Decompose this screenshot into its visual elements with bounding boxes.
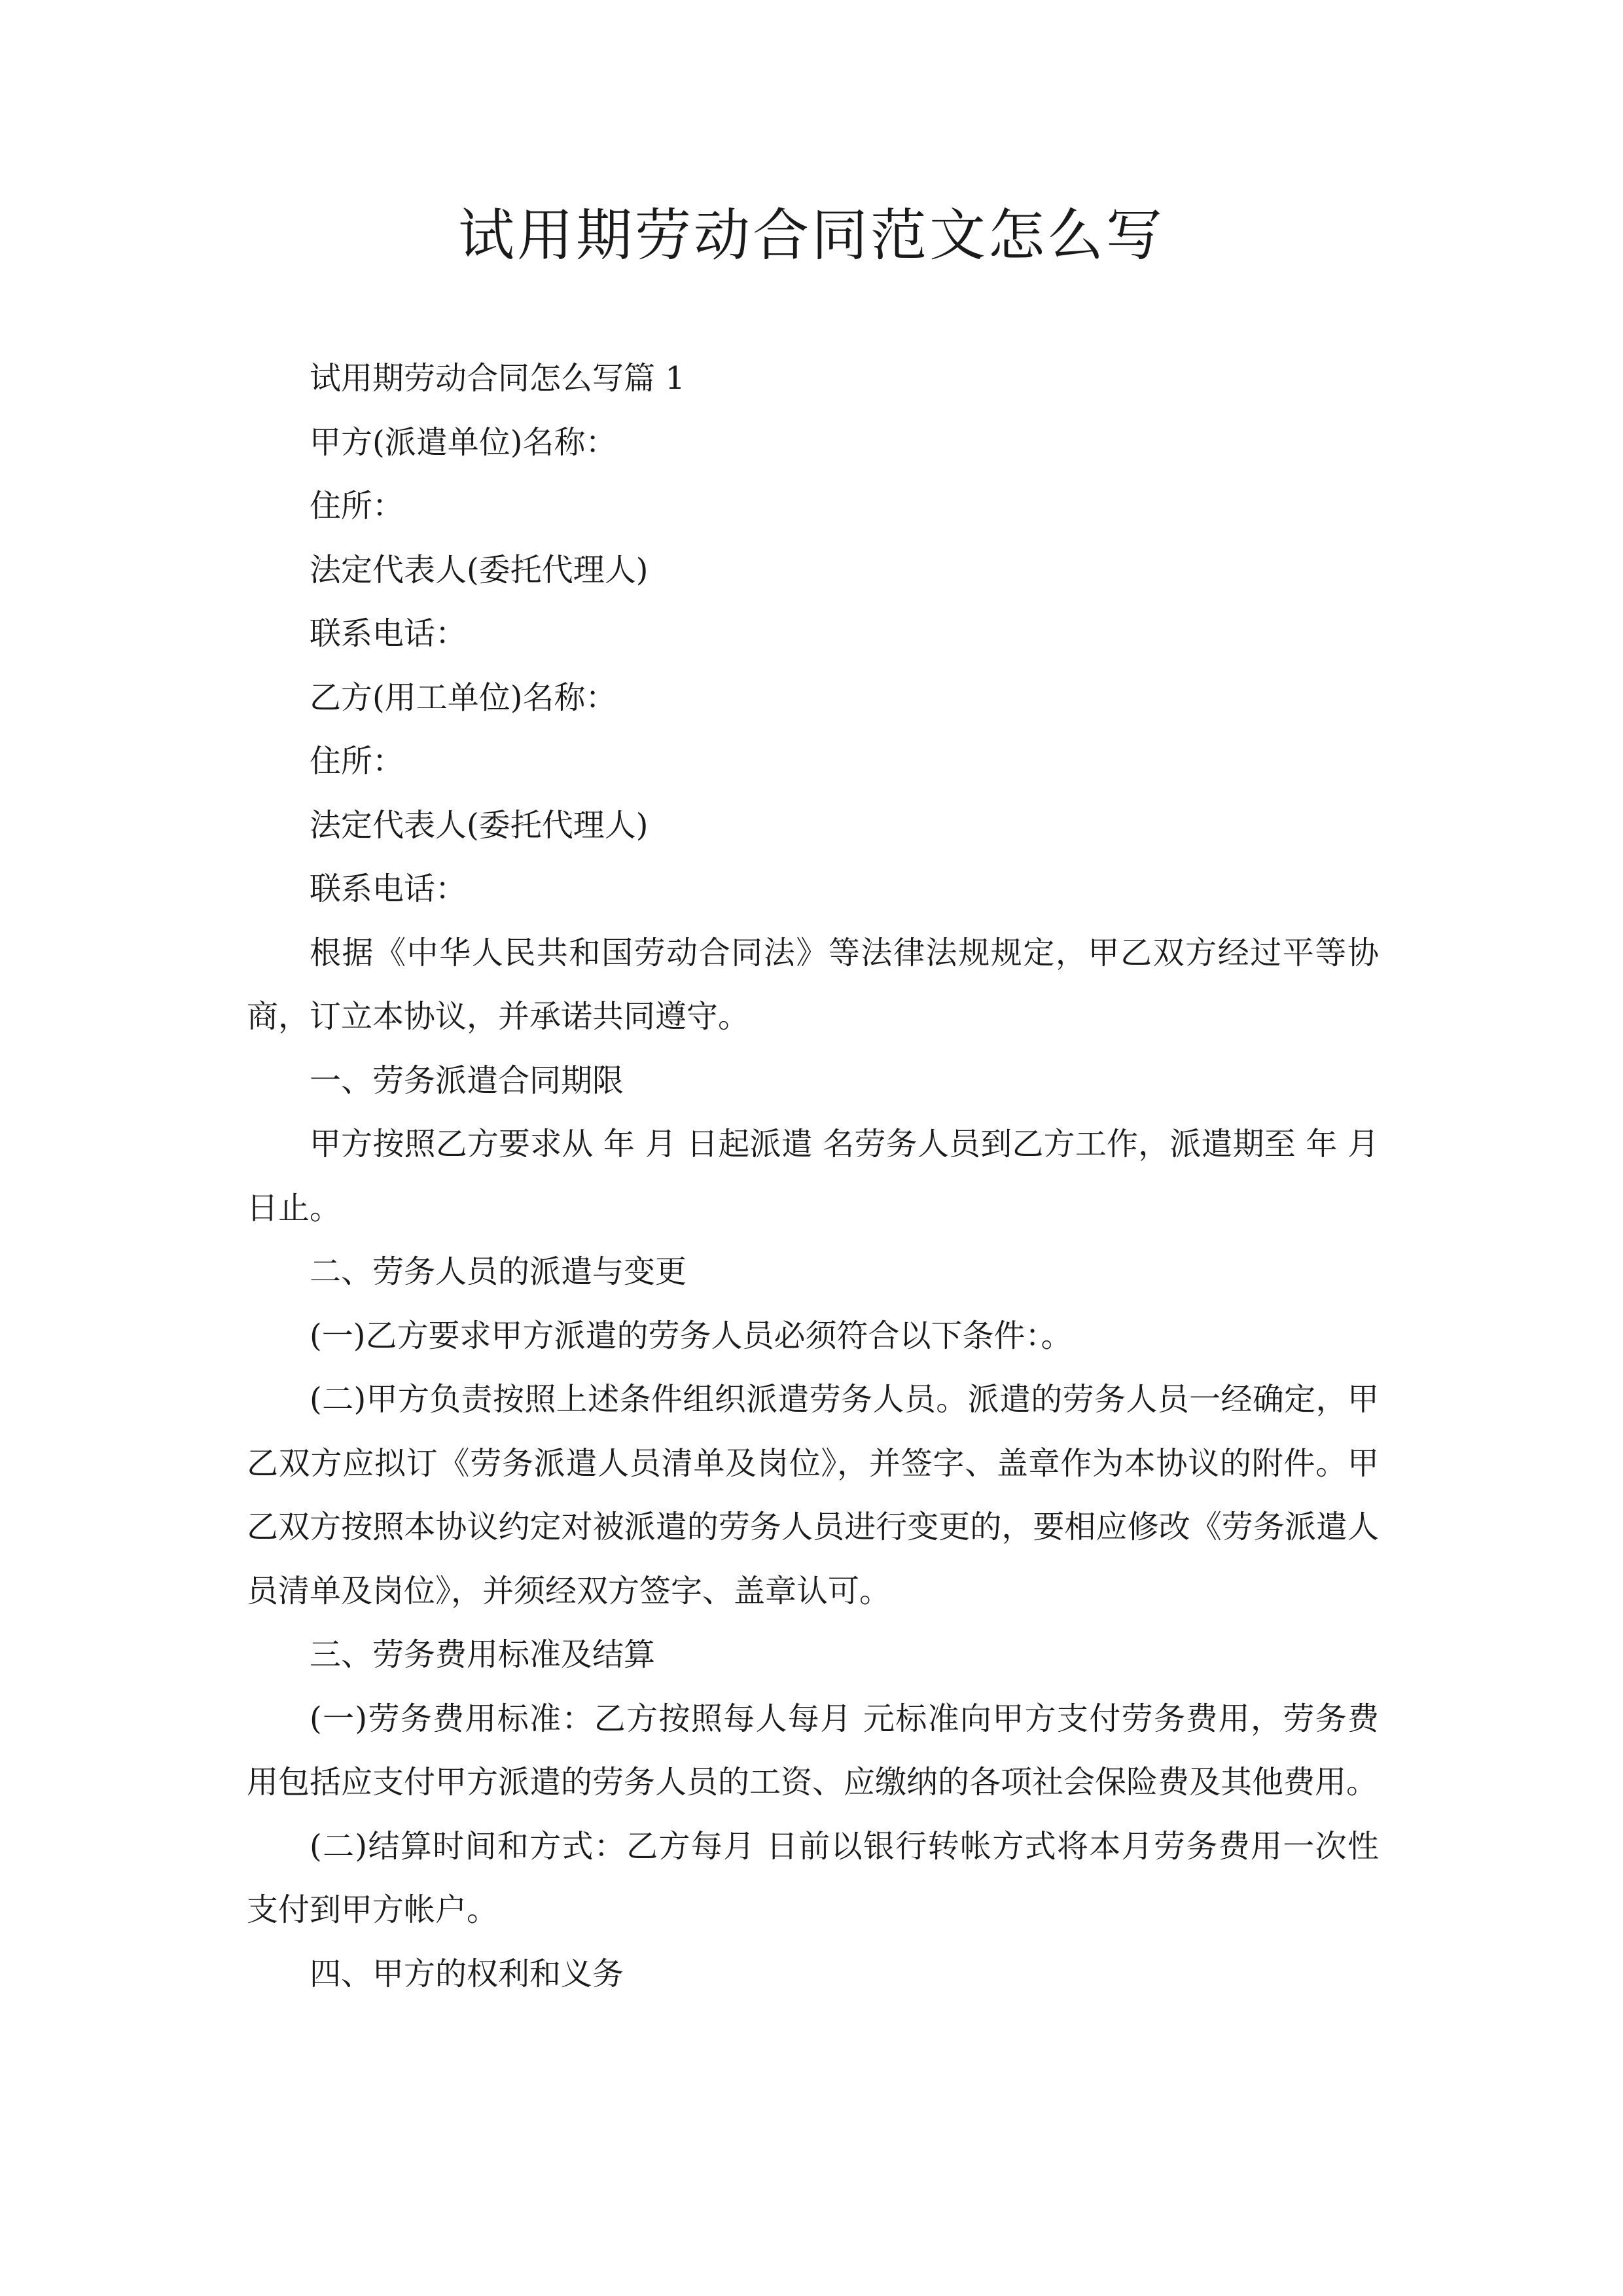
party-b-phone-line: 联系电话： <box>310 870 467 907</box>
party-b-representative-line: 法定代表人(委托代理人) <box>310 806 649 844</box>
party-a-address-line: 住所： <box>310 488 404 524</box>
document-title: 试用期劳动合同范文怎么写 <box>458 203 1165 268</box>
preamble-paragraph: 根据《中华人民共和国劳动合同法》等法律法规规定，甲乙双方经过平等协商，订立本协议，并承诺共同遵守。 <box>247 934 1379 1035</box>
party-b-address-line: 住所： <box>310 743 404 780</box>
clause-1-paragraph: 甲方按照乙方要求从 年 月 日起派遣 名劳务人员到乙方工作，派遣期至 年 月 日止。 <box>247 1126 1379 1227</box>
party-a-representative-line: 法定代表人(委托代理人) <box>310 551 649 588</box>
clause-2-item-1: (一)乙方要求甲方派遣的劳务人员必须符合以下条件：。 <box>310 1317 1073 1354</box>
clause-4-heading: 四、甲方的权利和义务 <box>310 1955 624 1992</box>
clause-3-item-2: (二)结算时间和方式：乙方每月 日前以银行转帐方式将本月劳务费用一次性支付到甲方帐户。 <box>247 1827 1379 1928</box>
party-a-name-line: 甲方(派遣单位)名称： <box>310 423 617 461</box>
clause-1-heading: 一、劳务派遣合同期限 <box>310 1062 624 1099</box>
clause-2-heading: 二、劳务人员的派遣与变更 <box>310 1253 687 1290</box>
section-heading: 试用期劳动合同怎么写篇 1 <box>310 360 685 397</box>
clause-2-item-2: (二)甲方负责按照上述条件组织派遣劳务人员。派遣的劳务人员一经确定，甲乙双方应拟订《劳务派遣人员清单及岗位》，并签字、盖章作为本协议的附件。甲乙双方按照本协议约定对被派遣的劳务人员进行变更的，要相应修改《劳务派遣人员清单及岗位》，并须经双方签字、盖章认可。 <box>247 1381 1379 1609</box>
party-a-phone-line: 联系电话： <box>310 615 467 652</box>
clause-3-item-1: (一)劳务费用标准：乙方按照每人每月 元标准向甲方支付劳务费用，劳务费用包括应支付甲方派遣的劳务人员的工资、应缴纳的各项社会保险费及其他费用。 <box>247 1700 1379 1801</box>
clause-3-heading: 三、劳务费用标准及结算 <box>310 1636 656 1673</box>
document-body <box>247 347 1379 2006</box>
party-b-name-line: 乙方(用工单位)名称： <box>310 679 617 716</box>
